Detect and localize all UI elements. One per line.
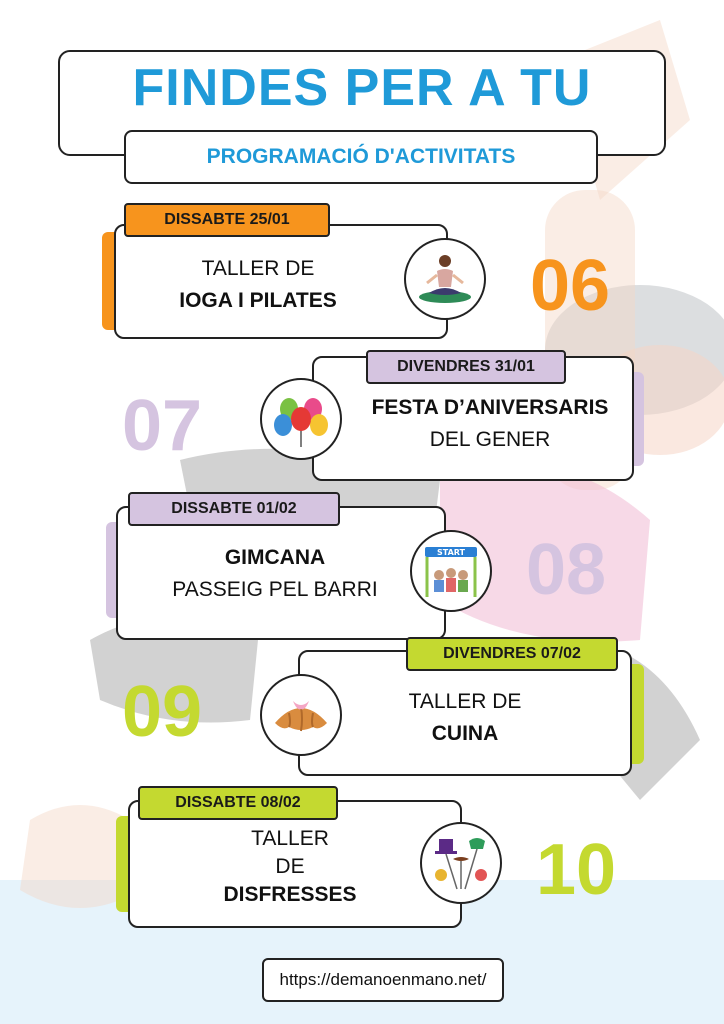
event-1-date: DISSABTE 25/01 [124,203,330,237]
event-1-text [116,240,400,330]
event-2-line2: DEL GENER [429,428,551,451]
website-link[interactable]: https://demanoenmano.net/ [262,958,504,1002]
event-5-line2: DE [275,855,305,878]
event-5-line1: TALLER [251,827,329,850]
event-5-date: DISSABTE 08/02 [138,786,338,820]
yoga-icon [404,238,486,320]
event-5-text [150,822,430,912]
event-1-line2: IOGA I PILATES [179,289,337,312]
event-4-line2: CUINA [431,722,499,745]
event-2-text [352,388,628,460]
svg-text:START: START [436,548,466,557]
event-3-date: DISSABTE 01/02 [128,492,340,526]
event-4-number: 09 [122,672,203,752]
croissant-icon [260,674,342,756]
party-props-icon [420,822,502,904]
event-2-number: 07 [122,386,203,466]
event-3-text [130,538,420,610]
page-subtitle: PROGRAMACIÓ D'ACTIVITATS [206,145,516,168]
event-4-date: DIVENDRES 07/02 [406,637,618,671]
event-4-text [362,682,568,754]
event-3-line2: PASSEIG PEL BARRI [172,578,378,601]
event-1-number: 06 [530,246,611,326]
start-banner-icon [410,530,492,612]
event-1-line1: TALLER DE [201,257,315,280]
event-2-date: DIVENDRES 31/01 [366,350,566,384]
event-2-line1: FESTA D’ANIVERSARIS [371,396,609,419]
event-5-number: 10 [536,830,617,910]
event-3-line1: GIMCANA [224,546,326,569]
page-title: FINDES PER A TU [132,59,592,117]
event-4-line1: TALLER DE [408,690,522,713]
event-3-number: 08 [526,530,607,610]
event-5-line3: DISFRESSES [223,883,357,906]
subtitle-frame [124,130,598,184]
balloons-icon [260,378,342,460]
